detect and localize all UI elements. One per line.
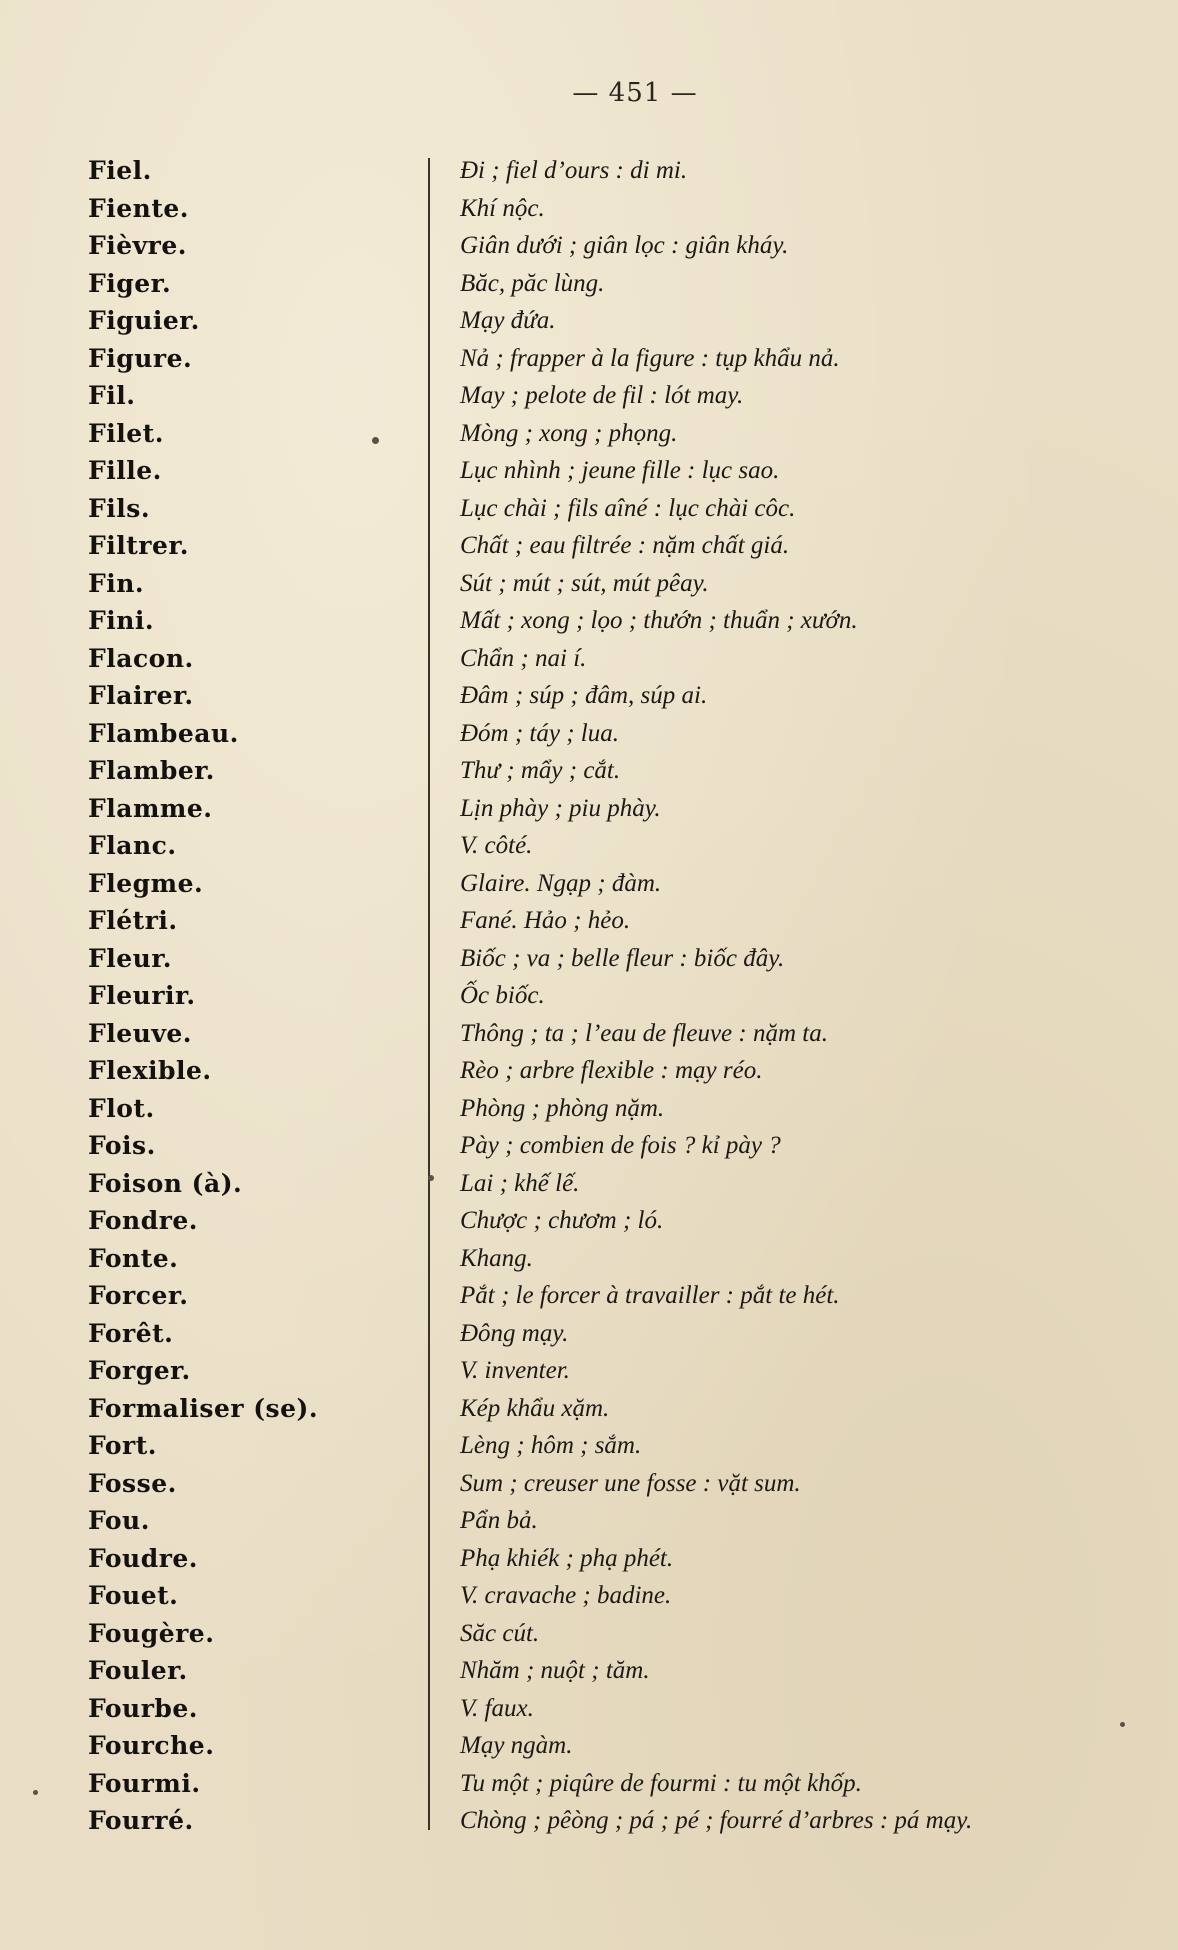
dictionary-entry (0, 415, 1178, 453)
dictionary-entry (0, 790, 1178, 828)
entry-headword: Flairer. (88, 681, 194, 710)
entry-definition: Phạ khiék ; phạ phét. (460, 1544, 674, 1572)
dictionary-entry (0, 640, 1178, 678)
entry-definition: Phòng ; phòng nặm. (460, 1094, 665, 1122)
entry-definition: Ốc biốc. (460, 982, 545, 1009)
entry-definition: Nhăm ; nuột ; tăm. (460, 1657, 650, 1684)
dictionary-entry (0, 152, 1178, 190)
entry-definition: Mất ; xong ; lọo ; thướn ; thuẩn ; xướn. (460, 607, 858, 634)
dictionary-entry (0, 1015, 1178, 1053)
dictionary-entry (0, 1577, 1178, 1615)
entry-headword: Fiente. (88, 193, 189, 223)
entry-headword: Fourmi. (88, 1768, 201, 1798)
entry-definition: V. cravache ; badine. (460, 1582, 672, 1609)
dictionary-entry (0, 527, 1178, 565)
entry-headword: Fouet. (88, 1581, 179, 1610)
entry-definition: Tu một ; piqûre de fourmi : tu một khốp. (460, 1769, 862, 1797)
entry-headword: Formaliser (se). (88, 1393, 319, 1423)
dictionary-entry (0, 377, 1178, 415)
entry-definition: Băc, păc lùng. (460, 269, 605, 297)
entry-headword: Figuier. (88, 306, 200, 335)
entry-headword: Flambeau. (88, 718, 239, 748)
entry-headword: Figer. (88, 268, 172, 298)
entry-definition: V. côté. (460, 832, 533, 859)
entry-definition: Lai ; khế lế. (460, 1169, 580, 1197)
entry-headword: Fiel. (88, 156, 152, 185)
paper-speck (428, 1175, 434, 1181)
dictionary-entry (0, 1427, 1178, 1465)
dictionary-entry (0, 1127, 1178, 1165)
dictionary-entry (0, 1315, 1178, 1353)
paper-speck (372, 437, 379, 444)
dictionary-entry (0, 1802, 1178, 1840)
entry-headword: Fouler. (88, 1656, 188, 1685)
dictionary-entry (0, 1615, 1178, 1653)
entry-definition: Lục nhình ; jeune fille : lục sao. (460, 457, 780, 484)
entry-headword: Flot. (88, 1093, 155, 1123)
entry-headword: Fou. (88, 1506, 150, 1535)
entry-definition: Pắt ; le forcer à travailler : pắt te hét. (460, 1282, 840, 1309)
entry-definition: Khí nộc. (460, 194, 545, 222)
entry-definition: V. faux. (460, 1694, 534, 1722)
entry-headword: Forêt. (88, 1318, 174, 1348)
entry-headword: Fourré. (88, 1806, 194, 1835)
entry-headword: Fièvre. (88, 231, 187, 260)
entry-definition: Rèo ; arbre flexible : mạy réo. (460, 1057, 763, 1084)
dictionary-entry (0, 190, 1178, 228)
entry-definition: Săc cút. (460, 1619, 540, 1647)
dictionary-entry (0, 1090, 1178, 1128)
entry-headword: Flamme. (88, 793, 213, 823)
entry-definition: Sút ; mút ; sút, mút pêay. (460, 569, 709, 597)
entry-definition: Đông mạy. (460, 1319, 569, 1347)
entry-definition: Glaire. Ngạp ; đàm. (460, 869, 662, 897)
entry-headword: Foudre. (88, 1543, 198, 1573)
dictionary-entry (0, 1202, 1178, 1240)
entry-headword: Forger. (88, 1356, 191, 1385)
entry-definition: Lèng ; hôm ; sắm. (460, 1432, 642, 1459)
dictionary-entry (0, 565, 1178, 603)
entry-definition: Thư ; mẩy ; cắt. (460, 757, 621, 784)
entry-headword: Flegme. (88, 868, 204, 898)
entry-headword: Fort. (88, 1431, 157, 1460)
dictionary-entry (0, 1240, 1178, 1278)
entry-definition: Nả ; frapper à la figure : tụp khẩu nả. (460, 344, 840, 372)
entry-definition: Mạy đứa. (460, 307, 556, 334)
dictionary-entry (0, 302, 1178, 340)
dictionary-entry (0, 677, 1178, 715)
dictionary-entry (0, 1502, 1178, 1540)
entry-definition: Khang. (460, 1244, 533, 1272)
dictionary-entry (0, 752, 1178, 790)
entry-headword: Flexible. (88, 1056, 212, 1085)
entry-definition: Giân dưới ; giân lọc : giân kháy. (460, 232, 789, 259)
entry-headword: Fondre. (88, 1206, 198, 1235)
dictionary-entry (0, 1052, 1178, 1090)
dictionary-entry (0, 265, 1178, 303)
entry-headword: Fils. (88, 493, 151, 523)
paper-speck (1120, 1722, 1125, 1727)
entry-definition: Kép khẩu xặm. (460, 1394, 610, 1422)
entry-definition: May ; pelote de fil : lót may. (460, 382, 744, 409)
dictionary-entry (0, 865, 1178, 903)
dictionary-entry (0, 827, 1178, 865)
dictionary-entry (0, 602, 1178, 640)
entry-definition: Chất ; eau filtrée : nặm chất giá. (460, 532, 790, 559)
entry-headword: Forcer. (88, 1281, 189, 1310)
entry-definition: Sum ; creuser une fosse : vặt sum. (460, 1469, 801, 1497)
dictionary-entry (0, 1465, 1178, 1503)
dictionary-entry (0, 940, 1178, 978)
entry-headword: Flacon. (88, 643, 194, 673)
entry-definition: Thông ; ta ; l’eau de fleuve : nặm ta. (460, 1019, 828, 1047)
entry-definition: Đi ; fiel d’ours : di mi. (460, 157, 688, 184)
entry-headword: Fini. (88, 606, 155, 635)
entry-headword: Fleur. (88, 943, 172, 973)
paper-speck (33, 1790, 38, 1795)
entry-definition: Mòng ; xong ; phọng. (460, 419, 678, 447)
entry-definition: Mạy ngàm. (460, 1732, 573, 1759)
entry-headword: Foison (à). (88, 1168, 243, 1198)
dictionary-entry (0, 1690, 1178, 1728)
entry-headword: Fosse. (88, 1468, 177, 1498)
dictionary-entry (0, 977, 1178, 1015)
dictionary-entry (0, 1540, 1178, 1578)
entry-definition: Pẩn bả. (460, 1507, 538, 1534)
entry-headword: Fin. (88, 568, 145, 598)
entry-definition: Chẩn ; nai í. (460, 644, 587, 672)
entry-headword: Filtrer. (88, 531, 189, 560)
entry-headword: Fleurir. (88, 981, 196, 1010)
entry-definition: Pày ; combien de fois ? kỉ pày ? (460, 1132, 781, 1159)
entry-definition: Lục chài ; fils aîné : lục chài côc. (460, 494, 796, 522)
dictionary-entry (0, 1727, 1178, 1765)
dictionary-entry (0, 902, 1178, 940)
entry-definition: Chược ; chươm ; ló. (460, 1207, 664, 1234)
dictionary-entry (0, 1390, 1178, 1428)
entry-headword: Fille. (88, 456, 162, 485)
page-number: — 451 — (572, 78, 698, 108)
entry-list (0, 152, 1178, 1840)
dictionary-entry (0, 1277, 1178, 1315)
entry-definition: V. inventer. (460, 1357, 570, 1384)
dictionary-entry (0, 1765, 1178, 1803)
entry-headword: Fourche. (88, 1731, 215, 1760)
entry-headword: Fourbe. (88, 1693, 198, 1723)
entry-definition: Chòng ; pêòng ; pá ; pé ; fourré d’arbres : pá mạy. (460, 1807, 973, 1834)
entry-headword: Flétri. (88, 906, 178, 935)
dictionary-entry (0, 340, 1178, 378)
entry-headword: Fois. (88, 1131, 156, 1160)
entry-definition: Đóm ; táy ; lua. (460, 719, 619, 747)
dictionary-entry (0, 1652, 1178, 1690)
entry-headword: Flanc. (88, 831, 177, 860)
dictionary-entry (0, 452, 1178, 490)
entry-definition: Biốc ; va ; belle fleur : biốc đây. (460, 944, 785, 972)
dictionary-entry (0, 1165, 1178, 1203)
dictionary-entry (0, 490, 1178, 528)
dictionary-entry (0, 1352, 1178, 1390)
entry-headword: Fleuve. (88, 1018, 192, 1048)
entry-definition: Fané. Hảo ; hẻo. (460, 907, 631, 934)
dictionary-entry (0, 715, 1178, 753)
entry-headword: Fil. (88, 381, 136, 410)
entry-headword: Fougère. (88, 1618, 215, 1648)
entry-definition: Lịn phày ; piu phày. (460, 794, 661, 822)
entry-headword: Figure. (88, 343, 193, 373)
entry-headword: Filet. (88, 418, 164, 448)
dictionary-entry (0, 227, 1178, 265)
entry-headword: Fonte. (88, 1243, 179, 1273)
entry-definition: Đâm ; súp ; đâm, súp ai. (460, 682, 708, 709)
entry-headword: Flamber. (88, 756, 215, 785)
